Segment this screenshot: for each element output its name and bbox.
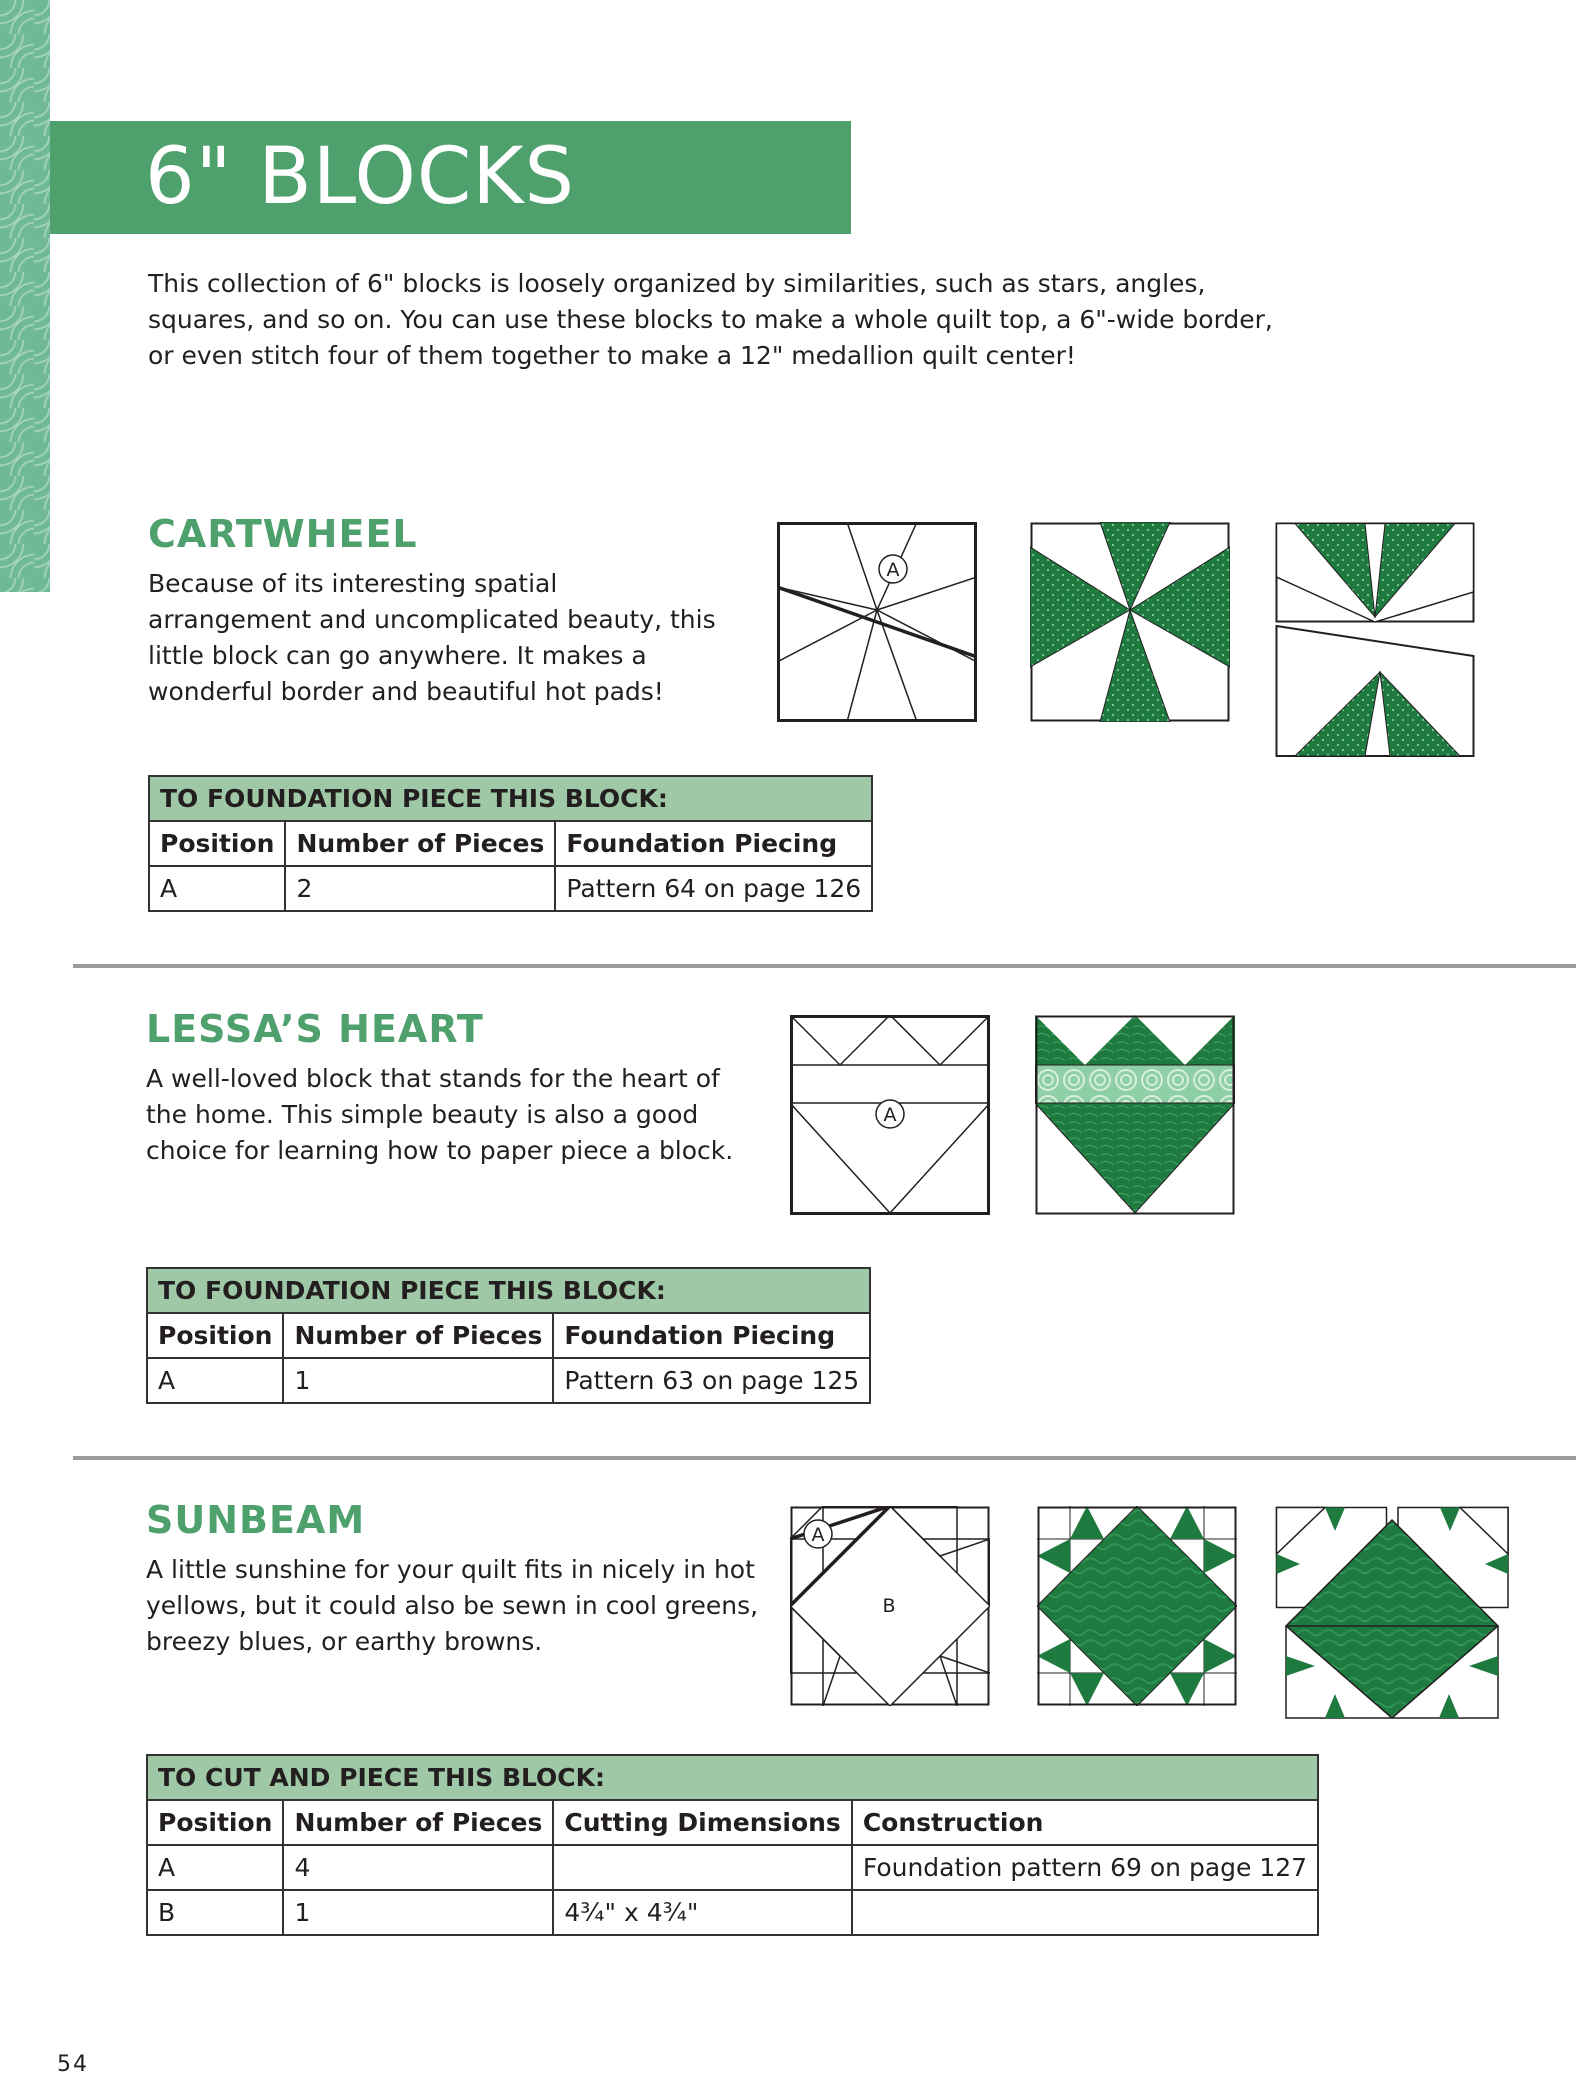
table-cell: A — [147, 1845, 283, 1890]
sunbeam-description: A little sunshine for your quilt fits in nicely in hot yellows, but it could also be sewn in cool greens, breezy blues, or earthy browns. — [146, 1555, 759, 1656]
table-cell: Pattern 64 on page 126 — [555, 866, 872, 911]
cartwheel-title: CARTWHEEL — [148, 512, 418, 556]
table-cell: Foundation pattern 69 on page 127 — [852, 1845, 1318, 1890]
table-caption: TO FOUNDATION PIECE THIS BLOCK: — [147, 1268, 870, 1313]
table-cell: 4 — [283, 1845, 553, 1890]
table-cell: 1 — [283, 1890, 553, 1935]
cartwheel-diagram-label: A — [886, 559, 900, 581]
table-cell: Pattern 63 on page 125 — [553, 1358, 870, 1403]
table-cell — [553, 1845, 851, 1890]
lessas-heart-diagram-label: A — [883, 1104, 897, 1126]
table-row — [147, 1845, 1318, 1890]
intro-paragraph: This collection of 6" blocks is loosely organized by similarities, such as stars, angles, squares, and so on. You can use these blocks to make a whole quilt top, a 6"-wide border, or even stitch four of them together to make a 12" medallion quilt center! — [148, 269, 1273, 370]
table-caption: TO FOUNDATION PIECE THIS BLOCK: — [149, 776, 872, 821]
cartwheel-diagram — [777, 522, 977, 722]
table-cell: B — [147, 1890, 283, 1935]
sunbeam-colored-block — [1037, 1506, 1237, 1706]
table-cell — [852, 1890, 1318, 1935]
sunbeam-table — [146, 1754, 1319, 1936]
table-header: Position — [149, 821, 285, 866]
table-row — [149, 866, 872, 911]
table-header: Construction — [852, 1800, 1318, 1845]
table-caption: TO CUT AND PIECE THIS BLOCK: — [147, 1755, 1318, 1800]
lessas-heart-colored-block — [1035, 1015, 1235, 1215]
table-cell: A — [149, 866, 285, 911]
section-divider — [73, 964, 1576, 968]
cartwheel-description: Because of its interesting spatial arrangement and uncomplicated beauty, this little block can go anywhere. It makes a wonderful border and beautiful hot pads! — [148, 569, 716, 706]
sunbeam-diagram — [790, 1506, 990, 1706]
decorative-side-strip — [0, 0, 50, 592]
table-cell: 2 — [285, 866, 555, 911]
page-number: 54 — [57, 2052, 89, 2077]
section-divider — [73, 1456, 1576, 1460]
cartwheel-exploded-block — [1275, 522, 1475, 758]
table-row — [147, 1890, 1318, 1935]
cartwheel-table — [148, 775, 873, 912]
lessas-heart-title: LESSA’S HEART — [146, 1007, 484, 1051]
lessas-heart-description: A well-loved block that stands for the heart of the home. This simple beauty is also a good choice for learning how to paper piece a block. — [146, 1064, 734, 1165]
table-header: Number of Pieces — [283, 1313, 553, 1358]
table-cell: A — [147, 1358, 283, 1403]
table-header: Cutting Dimensions — [553, 1800, 851, 1845]
sunbeam-diagram-label-a: A — [811, 1524, 825, 1546]
table-header: Number of Pieces — [285, 821, 555, 866]
table-cell: 1 — [283, 1358, 553, 1403]
cartwheel-colored-block — [1030, 522, 1230, 722]
table-header: Position — [147, 1800, 283, 1845]
sunbeam-diagram-label-b: B — [882, 1595, 896, 1617]
sunbeam-exploded-block — [1275, 1506, 1510, 1720]
lessas-heart-diagram — [790, 1015, 990, 1215]
page-title: 6" BLOCKS — [145, 132, 576, 222]
table-header: Number of Pieces — [283, 1800, 553, 1845]
table-row — [147, 1358, 870, 1403]
lessas-heart-table — [146, 1267, 871, 1404]
table-header: Foundation Piecing — [555, 821, 872, 866]
table-cell: 4¾" x 4¾" — [553, 1890, 851, 1935]
table-header: Foundation Piecing — [553, 1313, 870, 1358]
sunbeam-title: SUNBEAM — [146, 1498, 366, 1542]
table-header: Position — [147, 1313, 283, 1358]
